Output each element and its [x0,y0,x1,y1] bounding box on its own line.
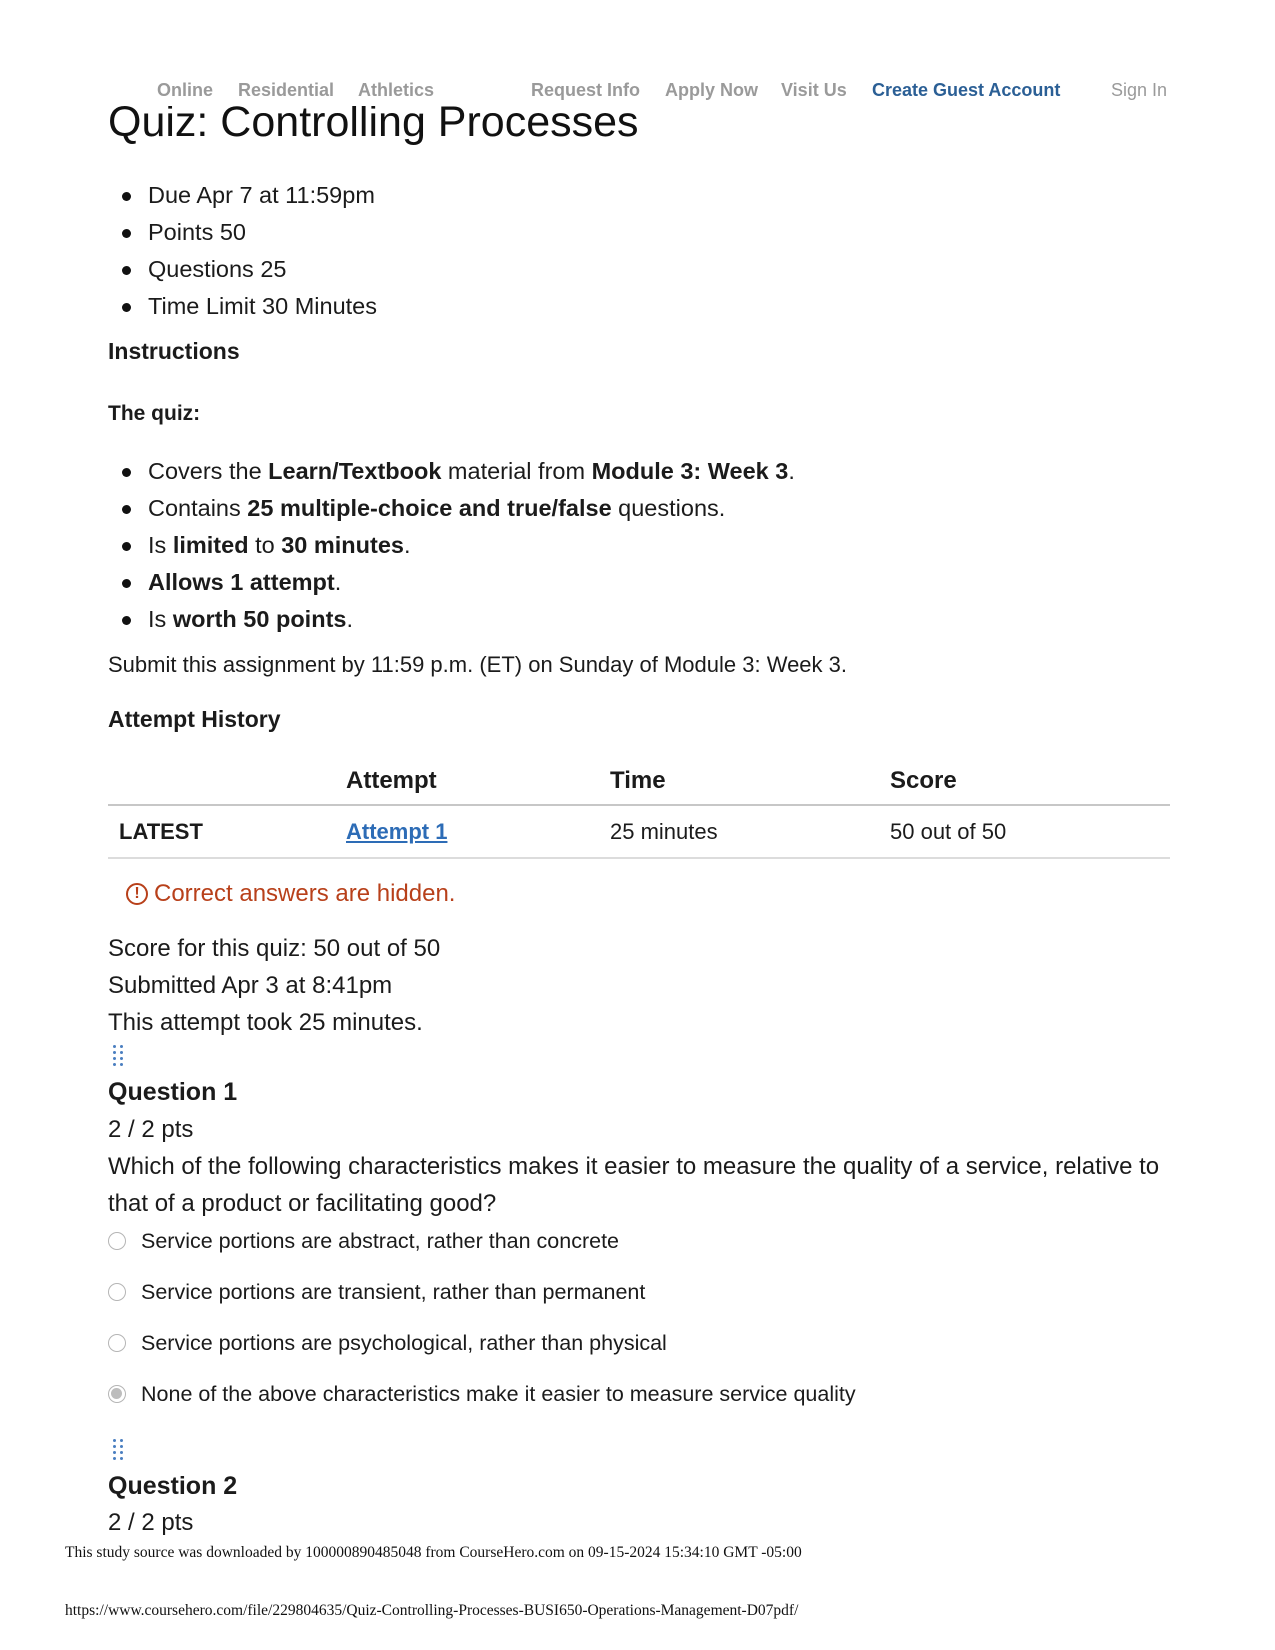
col-header-tag [108,758,346,805]
nav-link-athletics[interactable]: Athletics [358,80,435,100]
handle-dot [120,1057,123,1060]
attempt-history-heading: Attempt History [108,706,281,732]
meta-due [108,177,377,214]
sign-in-link[interactable]: Sign In [1111,80,1168,100]
handle-dot [113,1457,116,1460]
attempt-1-link[interactable]: Attempt 1 [346,818,448,844]
question-1-text: Which of the following characteristics makes it easier to measure the quality of a service, relative to that of a product or facilitating good? [108,1153,1160,1217]
col-header-attempt: Attempt [346,758,610,805]
instruction-item [108,453,795,490]
handle-dot [113,1439,116,1442]
ins-text: material from [441,458,592,484]
ins-text: . [346,606,353,632]
create-guest-account-link[interactable]: Create Guest Account [872,80,1061,100]
duration-line: This attempt took 25 minutes. [108,1009,423,1036]
answer-option[interactable] [108,1380,856,1408]
notice-text: Correct answers are hidden. [154,880,456,907]
meta-points-value: 50 [219,219,246,245]
meta-time-limit-label: Time Limit [148,293,256,319]
drag-handle-icon[interactable] [111,1438,125,1464]
page-title-text: Quiz: Controlling Processes [108,106,639,146]
ins-text: Is [148,532,173,558]
attempt-history-table [108,758,1170,859]
handle-dot [113,1445,116,1448]
drag-handle-icon[interactable] [111,1044,125,1070]
meta-questions-label: Questions [148,256,254,282]
page-title [108,106,639,158]
quiz-subheading: The quiz: [108,402,201,425]
handle-dot [113,1057,116,1060]
option-label: Service portions are abstract, rather than concrete [141,1228,620,1253]
score-line: Score for this quiz: 50 out of 50 [108,935,441,962]
meta-due-label: Due [148,182,192,208]
handle-dot [113,1045,116,1048]
question-2-points: 2 / 2 pts [108,1509,194,1536]
meta-due-value: Apr 7 at 11:59pm [196,182,375,208]
answer-option[interactable] [108,1278,645,1306]
latest-tag: LATEST [108,805,346,858]
radio-button[interactable] [108,1334,126,1352]
ins-bold: limited [172,532,249,558]
score-summary [108,930,440,1041]
ins-text: . [404,532,411,558]
submit-note: Submit this assignment by 11:59 p.m. (ET) on Sunday of Module 3: Week 3. [108,652,847,677]
radio-button-selected[interactable] [108,1385,126,1403]
handle-dot [120,1045,123,1048]
quiz-meta-list [108,177,377,325]
visit-us-link[interactable]: Visit Us [781,80,847,100]
radio-button[interactable] [108,1283,126,1301]
ins-bold: 30 minutes [281,532,404,558]
ins-text: . [334,569,342,595]
handle-dot [113,1063,116,1066]
instructions-list [108,453,795,638]
ins-bold: 25 multiple-choice and true/false [247,495,612,521]
option-label: None of the above characteristics make it easier to measure service quality [141,1381,856,1406]
top-nav [0,80,1275,104]
ins-bold: Allows 1 attempt [148,569,335,595]
source-url: https://www.coursehero.com/file/229804635/Quiz-Controlling-Processes-BUSI650-Operations-Management-D07pdf/ [65,1602,799,1619]
question-2-title: Question 2 [108,1472,238,1500]
ins-text: Contains [148,495,248,521]
download-source-note: This study source was downloaded by 100000890485048 from CourseHero.com on 09-15-2024 15:34:10 GMT -05:00 [65,1544,802,1561]
ins-bold: Learn/Textbook [268,458,442,484]
handle-dot [120,1445,123,1448]
ins-text: . [788,458,795,484]
table-row [108,805,1170,858]
radio-button[interactable] [108,1232,126,1250]
ins-text: questions. [611,495,726,521]
answer-option[interactable] [108,1227,619,1255]
request-info-link[interactable]: Request Info [531,80,641,100]
time-cell: 25 minutes [610,805,890,858]
question-1-points: 2 / 2 pts [108,1116,194,1143]
meta-questions [108,251,377,288]
meta-points [108,214,377,251]
table-header-row [108,758,1170,805]
handle-dot [120,1451,123,1454]
handle-dot [120,1457,123,1460]
handle-dot [120,1439,123,1442]
nav-link-residential[interactable]: Residential [238,80,335,100]
score-cell: 50 out of 50 [890,805,1170,858]
instructions-heading: Instructions [108,338,240,364]
alert-circle-icon: ! [126,883,148,905]
ins-text: Is [148,606,173,632]
option-label: Service portions are transient, rather than permanent [141,1279,646,1304]
instruction-item [108,601,795,638]
ins-bold: Module 3: Week 3 [591,458,789,484]
meta-time-limit-value: 30 Minutes [262,293,377,319]
meta-time-limit [108,288,377,325]
instruction-item [108,564,795,601]
handle-dot [120,1063,123,1066]
handle-dot [113,1051,116,1054]
nav-link-online[interactable]: Online [157,80,214,100]
attempt-cell [346,805,610,858]
col-header-time: Time [610,758,890,805]
instruction-item [108,527,795,564]
col-header-score: Score [890,758,1170,805]
handle-dot [113,1451,116,1454]
option-label: Service portions are psychological, rather than physical [141,1330,667,1355]
correct-answers-hidden-notice [126,880,455,908]
meta-questions-value: 25 [260,256,287,282]
ins-bold: worth 50 points [172,606,347,632]
question-1-title: Question 1 [108,1078,238,1106]
submitted-line: Submitted Apr 3 at 8:41pm [108,972,393,999]
answer-option[interactable] [108,1329,667,1357]
ins-text: to [248,532,282,558]
handle-dot [120,1051,123,1054]
apply-now-link[interactable]: Apply Now [665,80,758,100]
meta-points-label: Points [148,219,214,245]
instruction-item [108,490,795,527]
ins-text: Covers the [148,458,269,484]
